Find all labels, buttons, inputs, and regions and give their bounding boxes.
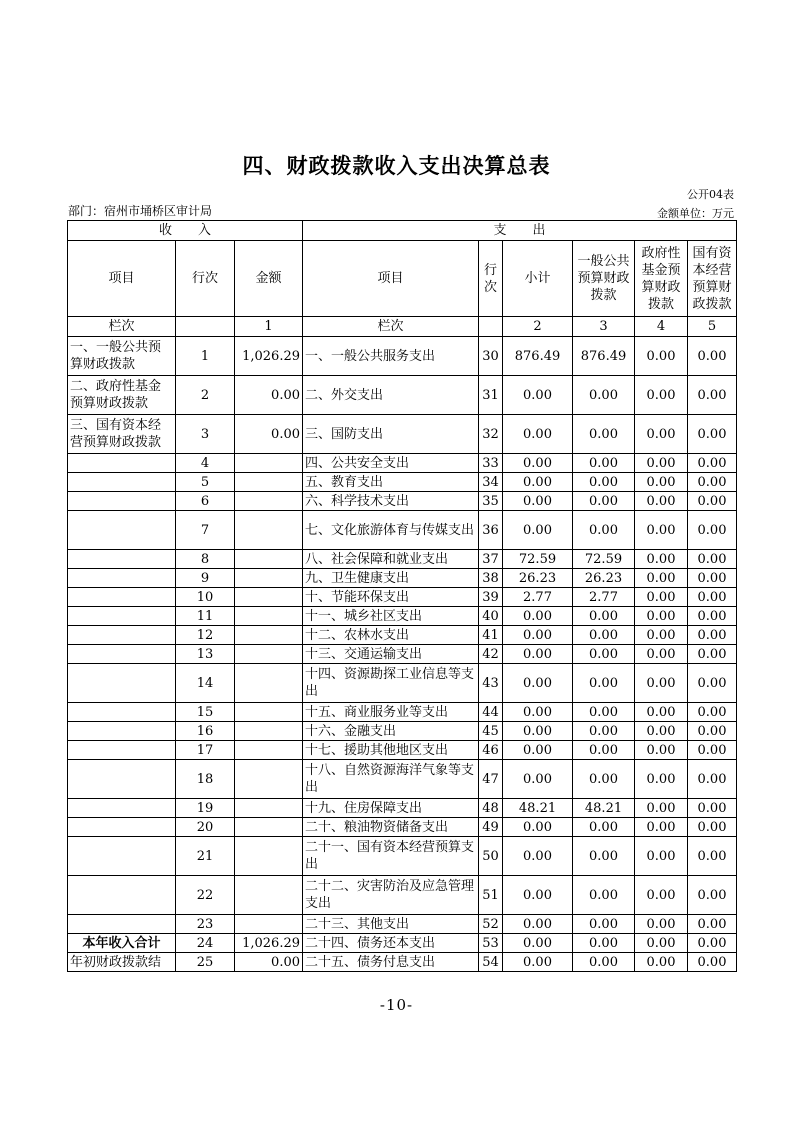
income-line: 17 bbox=[176, 741, 235, 760]
expense-item: 一、一般公共服务支出 bbox=[303, 337, 479, 376]
expense-line: 45 bbox=[479, 722, 503, 741]
income-section-header: 收 入 bbox=[68, 221, 303, 241]
expense-line: 48 bbox=[479, 799, 503, 818]
subtotal-value: 0.00 bbox=[503, 454, 573, 473]
income-item bbox=[68, 550, 176, 569]
subtotal-value: 0.00 bbox=[503, 818, 573, 837]
income-item bbox=[68, 799, 176, 818]
fund-value: 0.00 bbox=[635, 492, 688, 511]
subtotal-value: 0.00 bbox=[503, 511, 573, 550]
expense-item: 二十一、国有资本经营预算支出 bbox=[303, 837, 479, 876]
subtotal-value: 0.00 bbox=[503, 876, 573, 915]
income-amount bbox=[235, 799, 303, 818]
table-row bbox=[68, 415, 737, 454]
subtotal-value: 0.00 bbox=[503, 703, 573, 722]
general-value: 0.00 bbox=[573, 473, 635, 492]
soe-value: 0.00 bbox=[688, 473, 737, 492]
income-amount: 0.00 bbox=[235, 953, 303, 972]
general-value: 0.00 bbox=[573, 837, 635, 876]
income-line: 19 bbox=[176, 799, 235, 818]
fund-value: 0.00 bbox=[635, 607, 688, 626]
income-item bbox=[68, 645, 176, 664]
soe-value: 0.00 bbox=[688, 915, 737, 934]
general-value: 0.00 bbox=[573, 645, 635, 664]
expense-item: 二、外交支出 bbox=[303, 376, 479, 415]
income-item: 二、政府性基金预算财政拨款 bbox=[68, 376, 176, 415]
income-line: 23 bbox=[176, 915, 235, 934]
column-header-row bbox=[68, 241, 737, 317]
expense-item: 十七、援助其他地区支出 bbox=[303, 741, 479, 760]
fund-value: 0.00 bbox=[635, 664, 688, 703]
fund-value: 0.00 bbox=[635, 588, 688, 607]
income-item bbox=[68, 664, 176, 703]
table-row bbox=[68, 760, 737, 799]
fund-value: 0.00 bbox=[635, 415, 688, 454]
soe-value: 0.00 bbox=[688, 454, 737, 473]
expense-item: 八、社会保障和就业支出 bbox=[303, 550, 479, 569]
fund-value: 0.00 bbox=[635, 818, 688, 837]
expense-item: 十二、农林水支出 bbox=[303, 626, 479, 645]
expense-line: 42 bbox=[479, 645, 503, 664]
soe-value: 0.00 bbox=[688, 588, 737, 607]
soe-value: 0.00 bbox=[688, 550, 737, 569]
income-line: 24 bbox=[176, 934, 235, 953]
col-num-5: 5 bbox=[688, 317, 737, 337]
header-line2: 行次 bbox=[479, 241, 503, 317]
subtotal-value: 2.77 bbox=[503, 588, 573, 607]
income-amount bbox=[235, 876, 303, 915]
expense-item: 十、节能环保支出 bbox=[303, 588, 479, 607]
fund-value: 0.00 bbox=[635, 799, 688, 818]
fund-value: 0.00 bbox=[635, 722, 688, 741]
income-amount: 0.00 bbox=[235, 376, 303, 415]
income-line: 13 bbox=[176, 645, 235, 664]
general-value: 0.00 bbox=[573, 722, 635, 741]
expense-item: 十八、自然资源海洋气象等支出 bbox=[303, 760, 479, 799]
expense-line: 43 bbox=[479, 664, 503, 703]
subtotal-value: 0.00 bbox=[503, 664, 573, 703]
soe-value: 0.00 bbox=[688, 415, 737, 454]
income-line: 2 bbox=[176, 376, 235, 415]
expense-item: 二十、粮油物资储备支出 bbox=[303, 818, 479, 837]
col-label-left: 栏次 bbox=[68, 317, 176, 337]
fund-value: 0.00 bbox=[635, 837, 688, 876]
general-value: 0.00 bbox=[573, 415, 635, 454]
subtotal-value: 48.21 bbox=[503, 799, 573, 818]
income-amount bbox=[235, 550, 303, 569]
subtotal-value: 0.00 bbox=[503, 415, 573, 454]
income-item bbox=[68, 569, 176, 588]
expense-line: 36 bbox=[479, 511, 503, 550]
income-item bbox=[68, 741, 176, 760]
soe-value: 0.00 bbox=[688, 337, 737, 376]
page-title: 四、财政拨款收入支出决算总表 bbox=[242, 153, 551, 178]
table-row bbox=[68, 376, 737, 415]
fund-value: 0.00 bbox=[635, 473, 688, 492]
table-row bbox=[68, 645, 737, 664]
col-label-right: 栏次 bbox=[303, 317, 479, 337]
subtotal-value: 26.23 bbox=[503, 569, 573, 588]
soe-value: 0.00 bbox=[688, 818, 737, 837]
form-code: 公开04表 bbox=[687, 188, 734, 201]
soe-value: 0.00 bbox=[688, 664, 737, 703]
soe-value: 0.00 bbox=[688, 607, 737, 626]
table-row bbox=[68, 722, 737, 741]
income-amount bbox=[235, 569, 303, 588]
table-row bbox=[68, 626, 737, 645]
income-line: 3 bbox=[176, 415, 235, 454]
income-line: 12 bbox=[176, 626, 235, 645]
expense-line: 46 bbox=[479, 741, 503, 760]
soe-value: 0.00 bbox=[688, 934, 737, 953]
income-line: 11 bbox=[176, 607, 235, 626]
expense-line: 38 bbox=[479, 569, 503, 588]
table-row bbox=[68, 607, 737, 626]
fund-value: 0.00 bbox=[635, 915, 688, 934]
expense-item: 二十二、灾害防治及应急管理支出 bbox=[303, 876, 479, 915]
expense-item: 十六、金融支出 bbox=[303, 722, 479, 741]
expense-item: 十五、商业服务业等支出 bbox=[303, 703, 479, 722]
subtotal-value: 0.00 bbox=[503, 741, 573, 760]
income-item bbox=[68, 703, 176, 722]
table-row bbox=[68, 915, 737, 934]
income-amount: 1,026.29 bbox=[235, 934, 303, 953]
income-item bbox=[68, 492, 176, 511]
budget-table bbox=[67, 220, 737, 972]
expense-line: 30 bbox=[479, 337, 503, 376]
fund-value: 0.00 bbox=[635, 626, 688, 645]
subtotal-value: 0.00 bbox=[503, 722, 573, 741]
income-line: 14 bbox=[176, 664, 235, 703]
income-amount bbox=[235, 664, 303, 703]
table-row bbox=[68, 550, 737, 569]
table-row bbox=[68, 876, 737, 915]
fund-value: 0.00 bbox=[635, 337, 688, 376]
col-num-2: 2 bbox=[503, 317, 573, 337]
page-number: -10- bbox=[379, 996, 414, 1014]
income-line: 21 bbox=[176, 837, 235, 876]
income-line: 6 bbox=[176, 492, 235, 511]
general-value: 0.00 bbox=[573, 818, 635, 837]
col-num-4: 4 bbox=[635, 317, 688, 337]
expense-line: 37 bbox=[479, 550, 503, 569]
expense-line: 52 bbox=[479, 915, 503, 934]
fund-value: 0.00 bbox=[635, 703, 688, 722]
income-item bbox=[68, 876, 176, 915]
income-amount bbox=[235, 741, 303, 760]
income-item: 一、一般公共预算财政拨款 bbox=[68, 337, 176, 376]
income-item: 本年收入合计 bbox=[68, 934, 176, 953]
subtotal-value: 0.00 bbox=[503, 473, 573, 492]
general-value: 876.49 bbox=[573, 337, 635, 376]
general-value: 0.00 bbox=[573, 915, 635, 934]
table-row bbox=[68, 837, 737, 876]
fund-value: 0.00 bbox=[635, 953, 688, 972]
soe-value: 0.00 bbox=[688, 876, 737, 915]
table-row bbox=[68, 454, 737, 473]
general-value: 0.00 bbox=[573, 626, 635, 645]
expense-item: 六、科学技术支出 bbox=[303, 492, 479, 511]
expense-item: 十四、资源勘探工业信息等支出 bbox=[303, 664, 479, 703]
income-amount bbox=[235, 703, 303, 722]
expense-line: 32 bbox=[479, 415, 503, 454]
income-line: 15 bbox=[176, 703, 235, 722]
header-line: 行次 bbox=[176, 241, 235, 317]
header-subtotal: 小计 bbox=[503, 241, 573, 317]
fund-value: 0.00 bbox=[635, 876, 688, 915]
expense-line: 51 bbox=[479, 876, 503, 915]
general-value: 0.00 bbox=[573, 454, 635, 473]
general-value: 0.00 bbox=[573, 703, 635, 722]
fund-value: 0.00 bbox=[635, 454, 688, 473]
table-row bbox=[68, 337, 737, 376]
subtotal-value: 876.49 bbox=[503, 337, 573, 376]
section-header-row bbox=[68, 221, 737, 241]
expense-line: 35 bbox=[479, 492, 503, 511]
income-line: 7 bbox=[176, 511, 235, 550]
general-value: 0.00 bbox=[573, 741, 635, 760]
table-row bbox=[68, 588, 737, 607]
header-item: 项目 bbox=[68, 241, 176, 317]
fund-value: 0.00 bbox=[635, 569, 688, 588]
income-item: 三、国有资本经营预算财政拨款 bbox=[68, 415, 176, 454]
general-value: 0.00 bbox=[573, 664, 635, 703]
general-value: 0.00 bbox=[573, 376, 635, 415]
subtotal-value: 0.00 bbox=[503, 376, 573, 415]
soe-value: 0.00 bbox=[688, 760, 737, 799]
header-general: 一般公共预算财政拨款 bbox=[573, 241, 635, 317]
soe-value: 0.00 bbox=[688, 511, 737, 550]
header-soe: 国有资本经营预算财政拨款 bbox=[688, 241, 737, 317]
col-empty bbox=[176, 317, 235, 337]
table-row bbox=[68, 799, 737, 818]
income-line: 25 bbox=[176, 953, 235, 972]
general-value: 0.00 bbox=[573, 492, 635, 511]
department-label: 部门：宿州市埇桥区审计局 bbox=[68, 204, 213, 218]
table-row bbox=[68, 741, 737, 760]
expense-item: 十一、城乡社区支出 bbox=[303, 607, 479, 626]
income-item bbox=[68, 588, 176, 607]
subtotal-value: 0.00 bbox=[503, 934, 573, 953]
income-line: 4 bbox=[176, 454, 235, 473]
fund-value: 0.00 bbox=[635, 376, 688, 415]
soe-value: 0.00 bbox=[688, 569, 737, 588]
fund-value: 0.00 bbox=[635, 645, 688, 664]
header-fund: 政府性基金预算财政拨款 bbox=[635, 241, 688, 317]
fund-value: 0.00 bbox=[635, 741, 688, 760]
expense-section-header: 支 出 bbox=[303, 221, 737, 241]
income-amount bbox=[235, 915, 303, 934]
income-line: 20 bbox=[176, 818, 235, 837]
soe-value: 0.00 bbox=[688, 722, 737, 741]
expense-line: 41 bbox=[479, 626, 503, 645]
col-empty-2 bbox=[479, 317, 503, 337]
income-line: 1 bbox=[176, 337, 235, 376]
income-line: 22 bbox=[176, 876, 235, 915]
expense-item: 三、国防支出 bbox=[303, 415, 479, 454]
general-value: 0.00 bbox=[573, 607, 635, 626]
expense-item: 十三、交通运输支出 bbox=[303, 645, 479, 664]
soe-value: 0.00 bbox=[688, 741, 737, 760]
expense-item: 九、卫生健康支出 bbox=[303, 569, 479, 588]
income-amount bbox=[235, 473, 303, 492]
unit-label: 金额单位：万元 bbox=[657, 207, 734, 220]
table-row bbox=[68, 492, 737, 511]
expense-item: 四、公共安全支出 bbox=[303, 454, 479, 473]
soe-value: 0.00 bbox=[688, 837, 737, 876]
general-value: 0.00 bbox=[573, 760, 635, 799]
subtotal-value: 0.00 bbox=[503, 607, 573, 626]
col-num-3: 3 bbox=[573, 317, 635, 337]
income-item bbox=[68, 837, 176, 876]
table-row bbox=[68, 473, 737, 492]
expense-item: 十九、住房保障支出 bbox=[303, 799, 479, 818]
expense-line: 49 bbox=[479, 818, 503, 837]
expense-item: 七、文化旅游体育与传媒支出 bbox=[303, 511, 479, 550]
header-item2: 项目 bbox=[303, 241, 479, 317]
expense-item: 二十三、其他支出 bbox=[303, 915, 479, 934]
expense-line: 54 bbox=[479, 953, 503, 972]
general-value: 72.59 bbox=[573, 550, 635, 569]
expense-line: 31 bbox=[479, 376, 503, 415]
expense-line: 50 bbox=[479, 837, 503, 876]
subtotal-value: 0.00 bbox=[503, 492, 573, 511]
income-amount bbox=[235, 818, 303, 837]
table-row bbox=[68, 664, 737, 703]
income-item bbox=[68, 473, 176, 492]
income-amount bbox=[235, 492, 303, 511]
expense-line: 34 bbox=[479, 473, 503, 492]
fund-value: 0.00 bbox=[635, 934, 688, 953]
subtotal-value: 0.00 bbox=[503, 837, 573, 876]
general-value: 48.21 bbox=[573, 799, 635, 818]
income-amount bbox=[235, 837, 303, 876]
expense-line: 39 bbox=[479, 588, 503, 607]
subtotal-value: 0.00 bbox=[503, 760, 573, 799]
soe-value: 0.00 bbox=[688, 376, 737, 415]
table-row bbox=[68, 569, 737, 588]
subtotal-value: 72.59 bbox=[503, 550, 573, 569]
subtotal-value: 0.00 bbox=[503, 645, 573, 664]
income-line: 9 bbox=[176, 569, 235, 588]
general-value: 0.00 bbox=[573, 511, 635, 550]
income-item bbox=[68, 722, 176, 741]
income-item bbox=[68, 818, 176, 837]
income-item: 年初财政拨款结 bbox=[68, 953, 176, 972]
income-line: 5 bbox=[176, 473, 235, 492]
income-item bbox=[68, 760, 176, 799]
header-amount: 金额 bbox=[235, 241, 303, 317]
expense-item: 五、教育支出 bbox=[303, 473, 479, 492]
table-row bbox=[68, 703, 737, 722]
income-amount bbox=[235, 588, 303, 607]
expense-line: 40 bbox=[479, 607, 503, 626]
income-line: 10 bbox=[176, 588, 235, 607]
income-amount: 0.00 bbox=[235, 415, 303, 454]
income-line: 18 bbox=[176, 760, 235, 799]
subtotal-value: 0.00 bbox=[503, 626, 573, 645]
income-amount: 1,026.29 bbox=[235, 337, 303, 376]
income-item bbox=[68, 454, 176, 473]
table-row bbox=[68, 511, 737, 550]
income-line: 16 bbox=[176, 722, 235, 741]
fund-value: 0.00 bbox=[635, 511, 688, 550]
subtotal-value: 0.00 bbox=[503, 953, 573, 972]
income-amount bbox=[235, 626, 303, 645]
expense-line: 33 bbox=[479, 454, 503, 473]
column-number-row bbox=[68, 317, 737, 337]
general-value: 26.23 bbox=[573, 569, 635, 588]
general-value: 2.77 bbox=[573, 588, 635, 607]
income-amount bbox=[235, 607, 303, 626]
col-num-1: 1 bbox=[235, 317, 303, 337]
income-item bbox=[68, 607, 176, 626]
income-amount bbox=[235, 454, 303, 473]
expense-item: 二十四、债务还本支出 bbox=[303, 934, 479, 953]
table-row bbox=[68, 934, 737, 953]
table-row bbox=[68, 953, 737, 972]
expense-line: 44 bbox=[479, 703, 503, 722]
expense-line: 53 bbox=[479, 934, 503, 953]
soe-value: 0.00 bbox=[688, 799, 737, 818]
soe-value: 0.00 bbox=[688, 626, 737, 645]
fund-value: 0.00 bbox=[635, 760, 688, 799]
general-value: 0.00 bbox=[573, 934, 635, 953]
general-value: 0.00 bbox=[573, 876, 635, 915]
fund-value: 0.00 bbox=[635, 550, 688, 569]
income-item bbox=[68, 626, 176, 645]
soe-value: 0.00 bbox=[688, 953, 737, 972]
subtotal-value: 0.00 bbox=[503, 915, 573, 934]
general-value: 0.00 bbox=[573, 953, 635, 972]
income-amount bbox=[235, 511, 303, 550]
income-amount bbox=[235, 722, 303, 741]
expense-line: 47 bbox=[479, 760, 503, 799]
soe-value: 0.00 bbox=[688, 492, 737, 511]
income-amount bbox=[235, 760, 303, 799]
expense-item: 二十五、债务付息支出 bbox=[303, 953, 479, 972]
table-row bbox=[68, 818, 737, 837]
income-line: 8 bbox=[176, 550, 235, 569]
soe-value: 0.00 bbox=[688, 703, 737, 722]
income-amount bbox=[235, 645, 303, 664]
income-item bbox=[68, 511, 176, 550]
soe-value: 0.00 bbox=[688, 645, 737, 664]
income-item bbox=[68, 915, 176, 934]
